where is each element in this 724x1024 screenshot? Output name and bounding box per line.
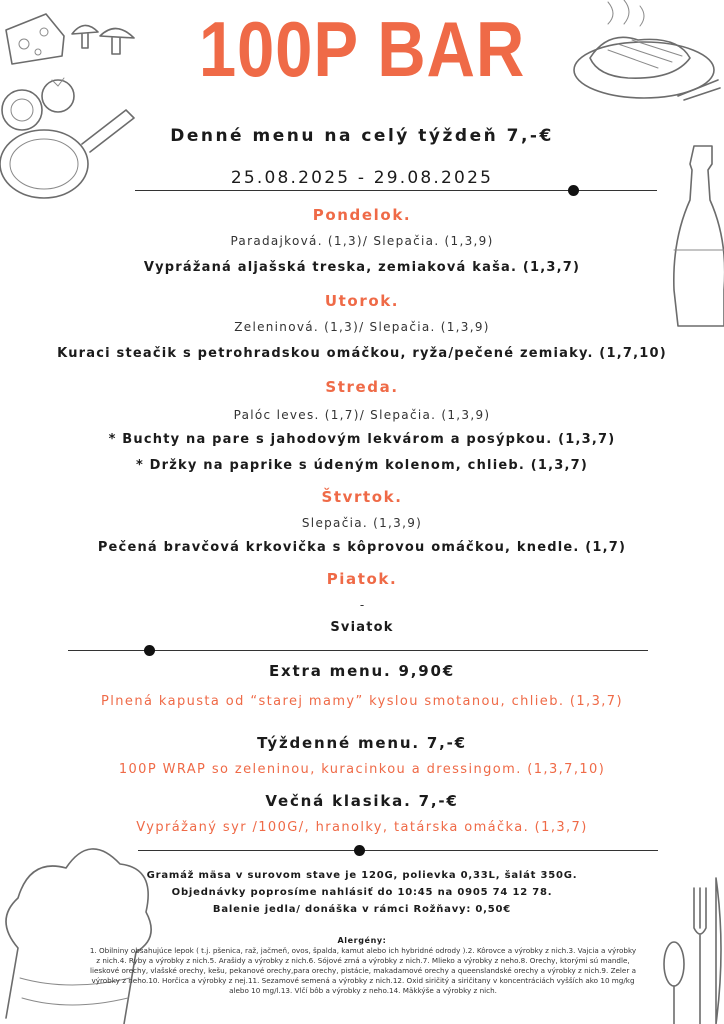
day-heading: Piatok. bbox=[326, 570, 398, 588]
soup-line: Zeleninová. (1,3)/ Slepačia. (1,3,9) bbox=[234, 320, 490, 334]
classic-menu-item: Vyprážaný syr /100G/, hranolky, tatárska omáčka. (1,3,7) bbox=[136, 820, 588, 835]
main-dish: * Držky na paprike s údeným kolenom, chlieb. (1,3,7) bbox=[135, 458, 589, 473]
allergens-text: 1. Obilniny obsahujúce lepok ( t.j. pšenica, raž, jačmeň, ovos, špalda, kamut alebo ich hybridné odrody ).2. Kôrovce a výrobky z nich.3. Vajcia a výrobky z nich.4. Ryby a výrobky z nich.5. Arašidy a výrobky z nich.6. Sójové zrná a výrobky z nich.7. Mlieko a výrobky z neho.8. Orechy, ktorými sú mandle, lieskové orechy, vlašské orechy, kešu, pekanové orechy,para orechy, pistácie, makadamové orechy a queenslandské orechy a výrobky z nich.9. Zeler a výrobky z neho.10. Horčica a výrobky z nej.11. Sezamové semená a výrobky z nich.12. Oxid siričitý a siričitany v koncentráciách vyšších ako 10 mg/kg alebo 10 mg/l.13. Vlčí bôb a výrobky z neho.14. Mäkkýše a výrobky z nich. bbox=[89, 946, 637, 995]
restaurant-title: 100P BAR bbox=[198, 5, 526, 93]
day-heading: Pondelok. bbox=[312, 206, 412, 224]
divider-dot bbox=[568, 185, 579, 196]
allergens-heading: Alergény: bbox=[337, 936, 387, 945]
day-heading: Streda. bbox=[325, 378, 399, 396]
menu-subtitle: Denné menu na celý týždeň 7,-€ bbox=[170, 126, 554, 146]
soup-line: Palóc leves. (1,7)/ Slepačia. (1,3,9) bbox=[233, 408, 491, 422]
main-dish: Pečená bravčová krkovička s kôprovou omáčkou, knedle. (1,7) bbox=[97, 540, 627, 555]
weekly-menu-item: 100P WRAP so zeleninou, kuracinkou a dressingom. (1,3,7,10) bbox=[118, 762, 606, 777]
holiday-label: Sviatok bbox=[330, 620, 394, 635]
extra-menu-title: Extra menu. 9,90€ bbox=[269, 662, 455, 680]
main-dish: Vyprážaná aljašská treska, zemiaková kaša. (1,3,7) bbox=[143, 260, 581, 275]
info-line: Balenie jedla/ donáška v rámci Rožňavy: 0,50€ bbox=[212, 904, 512, 915]
frying-pan-sketch bbox=[0, 100, 140, 210]
day-heading: Štvrtok. bbox=[321, 488, 403, 506]
soup-line: - bbox=[359, 598, 365, 612]
soup-line: Paradajková. (1,3)/ Slepačia. (1,3,9) bbox=[230, 234, 494, 248]
divider-dot bbox=[354, 845, 365, 856]
weekly-menu-title: Týždenné menu. 7,-€ bbox=[257, 734, 467, 752]
soup-line: Slepačia. (1,3,9) bbox=[301, 516, 423, 530]
divider-dot bbox=[144, 645, 155, 656]
divider-bottom bbox=[138, 850, 658, 851]
info-line: Gramáž mäsa v surovom stave je 120G, polievka 0,33L, šalát 350G. bbox=[146, 870, 578, 881]
day-heading: Utorok. bbox=[324, 292, 400, 310]
info-line: Objednávky poprosíme nahlásiť do 10:45 na 0905 74 12 78. bbox=[171, 887, 553, 898]
main-dish: Kuraci steačik s petrohradskou omáčkou, ryža/pečené zemiaky. (1,7,10) bbox=[57, 346, 667, 361]
date-range: 25.08.2025 - 29.08.2025 bbox=[230, 168, 494, 188]
classic-menu-title: Večná klasika. 7,-€ bbox=[265, 792, 459, 810]
extra-menu-item: Plnená kapusta od “starej mamy” kyslou smotanou, chlieb. (1,3,7) bbox=[101, 694, 623, 709]
main-dish: * Buchty na pare s jahodovým lekvárom a posýpkou. (1,3,7) bbox=[108, 432, 616, 447]
divider-middle bbox=[68, 650, 648, 651]
